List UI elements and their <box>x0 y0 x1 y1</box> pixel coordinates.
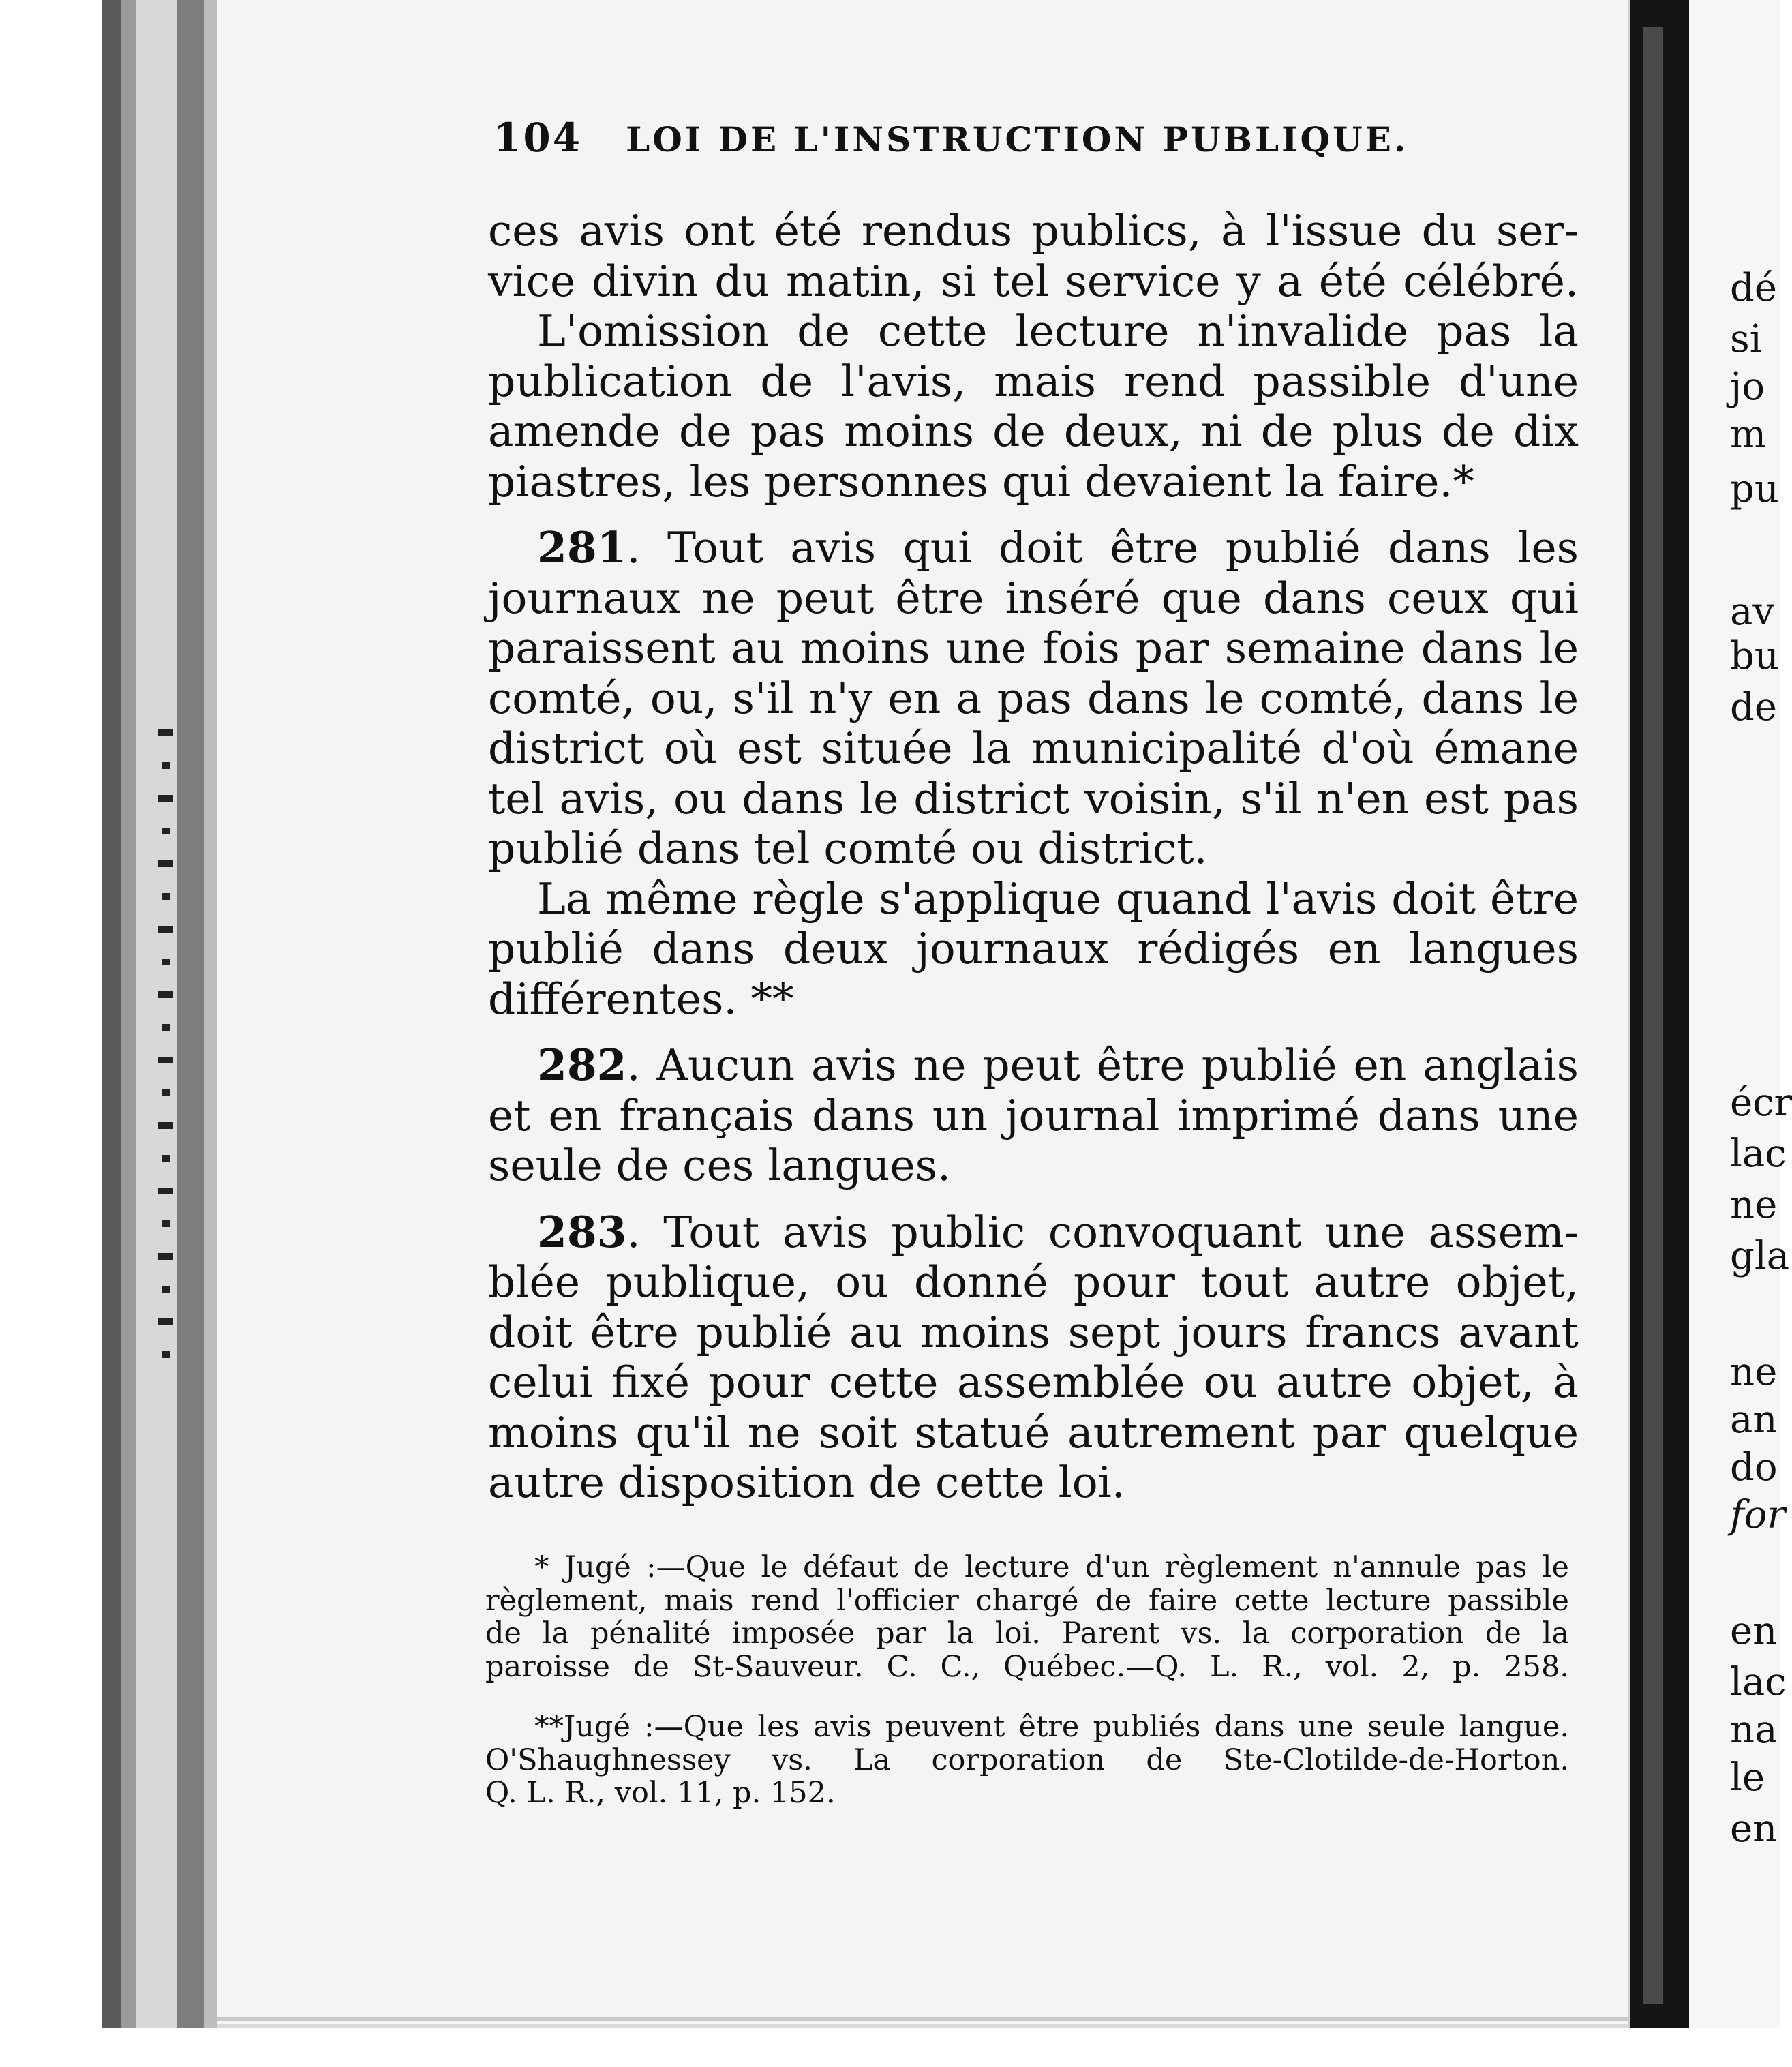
adjacent-page-fragment: dé <box>1730 266 1777 310</box>
text-line: district où est située la municipalité d'où émane <box>488 723 1579 773</box>
footnotes <box>485 1551 1569 1810</box>
text-line: celui fixé pour cette assemblée ou autre objet, à <box>488 1357 1579 1407</box>
running-header <box>493 115 1407 162</box>
page-bottom-edge <box>217 2017 1628 2021</box>
text-line: blée publique, ou donné pour tout autre objet, <box>488 1257 1579 1307</box>
footnote-line: * Jugé :—Que le défaut de lecture d'un règlement n'annule pas le <box>534 1550 1569 1584</box>
text-line: différentes. ** <box>488 974 794 1024</box>
text-line: publié dans tel comté ou district. <box>488 824 1208 873</box>
text-line: L'omission de cette lecture n'invalide pas la <box>537 306 1579 356</box>
page-edge-marks <box>158 729 206 1411</box>
article-283-first-line <box>488 1207 1579 1258</box>
adjacent-page-fragment: jo <box>1730 365 1765 409</box>
text-line: moins qu'il ne soit statué autrement par quelque <box>488 1407 1579 1458</box>
footnote-line: paroisse de St-Sauveur. C. C., Québec.—Q. L. R., vol. 2, p. 258. <box>485 1649 1569 1684</box>
adjacent-page-fragment: écr <box>1730 1081 1792 1125</box>
text-line: journaux ne peut être inséré que dans ceux qui <box>488 573 1579 623</box>
book-edge-stripe <box>121 0 136 2067</box>
article-282-first-line <box>488 1040 1579 1091</box>
article-text: . Tout avis public convoquant une assem- <box>626 1207 1579 1257</box>
adjacent-page-fragment: bu <box>1730 634 1779 678</box>
text-line: seule de ces langues. <box>488 1141 952 1190</box>
book-edge-stripe <box>102 0 121 2067</box>
text-line: vice divin du matin, si tel service y a été célébré. <box>488 256 1579 306</box>
adjacent-page-fragment: an <box>1730 1398 1778 1442</box>
text-line: comté, ou, s'il n'y en a pas dans le comté, dans le <box>488 673 1579 723</box>
running-title: LOI DE L'INSTRUCTION PUBLIQUE. <box>626 119 1409 160</box>
adjacent-page-fragment: de <box>1730 685 1777 729</box>
adjacent-page-fragment: lac <box>1730 1132 1787 1176</box>
scan-bottom-margin <box>0 2028 1780 2067</box>
text-line: La même règle s'applique quand l'avis doit être <box>537 873 1579 924</box>
article-text: . Tout avis qui doit être publié dans les <box>626 523 1579 573</box>
book-edge <box>0 0 218 2067</box>
text-line: piastres, les personnes qui devaient la faire.* <box>488 456 1474 507</box>
adjacent-page-fragment: na <box>1730 1708 1778 1752</box>
footnote-line: règlement, mais rend l'officier chargé de faire cette lecture passible <box>485 1583 1569 1618</box>
article-text: . Aucun avis ne peut être publié en anglais <box>626 1040 1579 1090</box>
book-edge-stripe <box>204 0 217 2067</box>
footnote-line: Q. L. R., vol. 11, p. 152. <box>485 1776 836 1810</box>
adjacent-page-fragment: lac <box>1730 1660 1787 1704</box>
text-line: paraissent au moins une fois par semaine dans le <box>488 623 1579 673</box>
text-line: autre disposition de cette loi. <box>488 1458 1125 1507</box>
adjacent-page-fragment: ne <box>1730 1350 1778 1394</box>
adjacent-page-fragment: av <box>1730 590 1775 634</box>
article-number: 282 <box>537 1040 627 1090</box>
footnote-line: de la pénalité imposée par la loi. Parent vs. la corporation de la <box>485 1616 1569 1650</box>
adjacent-page-fragment: ne <box>1730 1183 1778 1227</box>
text-line: tel avis, ou dans le district voisin, s'il n'en est pas <box>488 773 1579 824</box>
article-number: 281 <box>537 522 627 573</box>
adjacent-page-fragment: en <box>1730 1609 1778 1653</box>
book-gutter-shade <box>1643 27 1663 2004</box>
footnote-line: O'Shaughnessey vs. La corporation de Ste-Clotilde-de-Horton. <box>485 1742 1569 1777</box>
text-line: doit être publié au moins sept jours francs avant <box>488 1307 1579 1357</box>
adjacent-page-fragment: m <box>1730 412 1767 457</box>
text-line: publié dans deux journaux rédigés en langues <box>488 924 1579 974</box>
adjacent-page-fragment: gla <box>1730 1234 1790 1278</box>
page-body <box>488 206 1579 1508</box>
article-281-first-line <box>488 523 1579 573</box>
text-line: amende de pas moins de deux, ni de plus de dix <box>488 406 1579 456</box>
page-number: 104 <box>493 115 583 161</box>
article-number: 283 <box>537 1206 627 1257</box>
adjacent-page-fragment: si <box>1730 317 1762 361</box>
adjacent-page-fragment: en <box>1730 1807 1778 1851</box>
adjacent-page-fragment: le <box>1730 1755 1765 1800</box>
text-line: publication de l'avis, mais rend passible d'une <box>488 356 1579 406</box>
text-line: ces avis ont été rendus publics, à l'issue du ser- <box>488 206 1579 256</box>
adjacent-page-fragment: do <box>1730 1445 1778 1490</box>
text-line: et en français dans un journal imprimé dans une <box>488 1090 1579 1141</box>
adjacent-page-fragment: for <box>1730 1493 1786 1537</box>
footnote-line: **Jugé :—Que les avis peuvent être publiés dans une seule langue. <box>534 1710 1569 1744</box>
adjacent-page-fragment: pu <box>1730 467 1779 511</box>
